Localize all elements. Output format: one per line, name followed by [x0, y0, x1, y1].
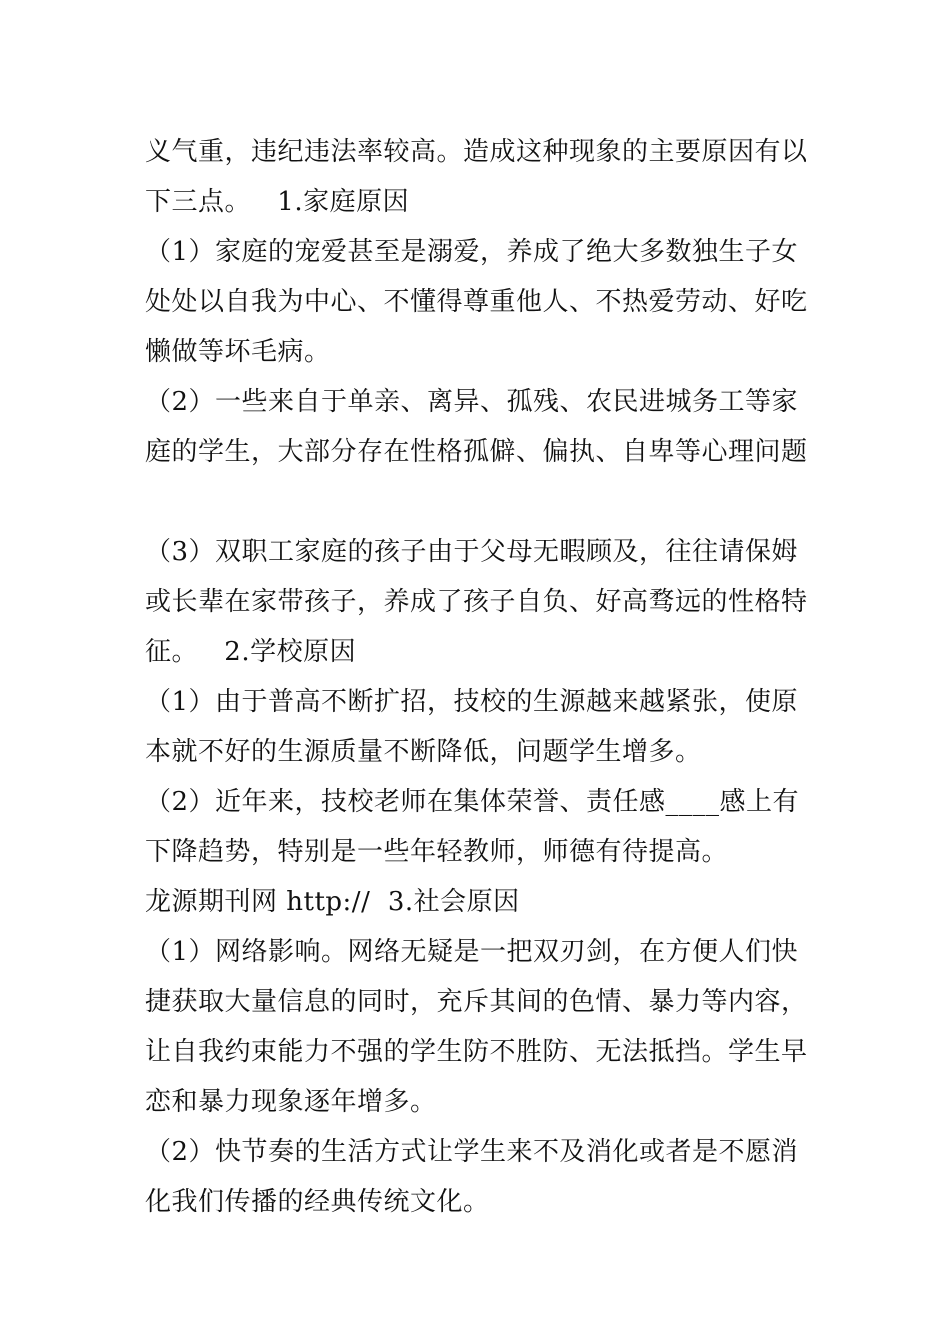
text-line: 下三点。 1.家庭原因 [145, 187, 410, 217]
text-line: 捷获取大量信息的同时，充斥其间的色情、暴力等内容， [145, 987, 808, 1017]
text-line: 化我们传播的经典传统文化。 [145, 1187, 490, 1217]
text-line: 恋和暴力现象逐年增多。 [145, 1087, 437, 1117]
text-line: （1）网络影响。网络无疑是一把双刃剑，在方便人们快 [145, 937, 799, 967]
text-line: 征。 2.学校原因 [145, 637, 357, 667]
text-line: 处处以自我为中心、不懂得尊重他人、不热爱劳动、好吃 [145, 287, 808, 317]
text-line: （2）一些来自于单亲、离异、孤残、农民进城务工等家 [145, 387, 799, 417]
text-line: 懒做等坏毛病。 [145, 337, 331, 367]
text-line: （1）家庭的宠爱甚至是溺爱，养成了绝大多数独生子女 [145, 237, 799, 267]
text-line: 义气重，违纪违法率较高。造成这种现象的主要原因有以 [145, 137, 808, 167]
text-line: （2）快节奏的生活方式让学生来不及消化或者是不愿消 [145, 1137, 799, 1167]
text-line: 龙源期刊网 http:// 3.社会原因 [145, 887, 520, 917]
text-line: 本就不好的生源质量不断降低，问题学生增多。 [145, 737, 702, 767]
text-line: 庭的学生，大部分存在性格孤僻、偏执、自卑等心理问题 [145, 437, 808, 467]
text-line: （3）双职工家庭的孩子由于父母无暇顾及，往往请保姆 [145, 537, 799, 567]
text-line: 或长辈在家带孩子，养成了孩子自负、好高骛远的性格特 [145, 587, 808, 617]
text-line: 让自我约束能力不强的学生防不胜防、无法抵挡。学生早 [145, 1037, 808, 1067]
text-line: 下降趋势，特别是一些年轻教师，师德有待提高。 [145, 837, 729, 867]
text-line: （1）由于普高不断扩招，技校的生源越来越紧张，使原 [145, 687, 799, 717]
text-line: （2）近年来，技校老师在集体荣誉、责任感____感上有 [145, 787, 800, 817]
